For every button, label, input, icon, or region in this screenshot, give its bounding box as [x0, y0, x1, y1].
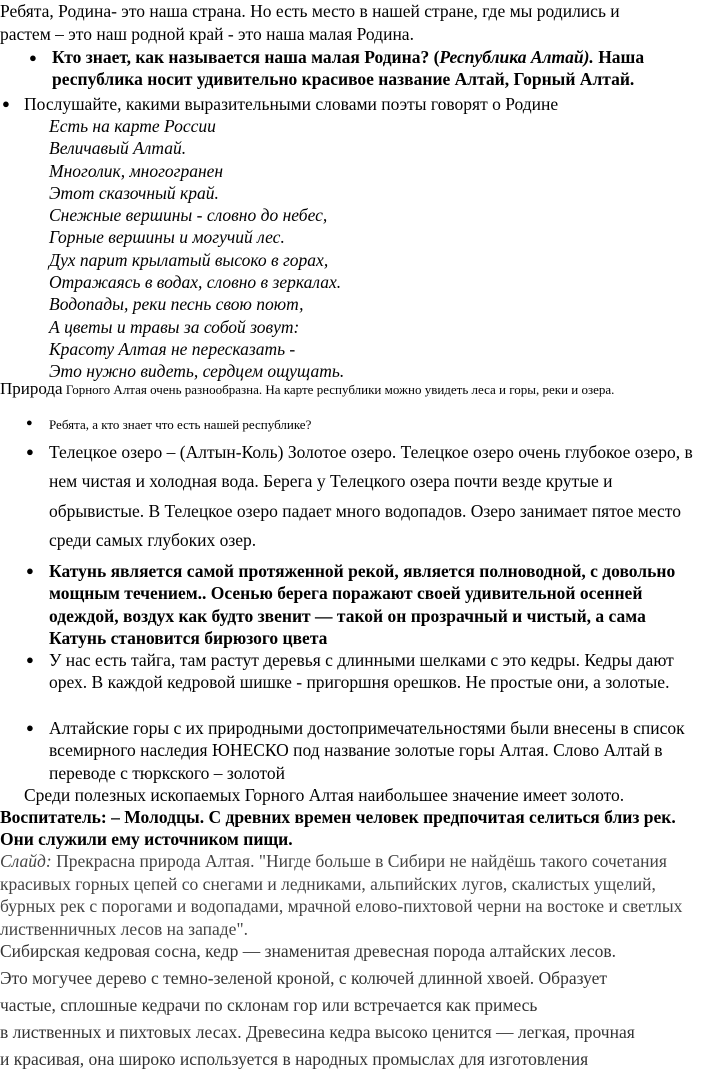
slide-label: Слайд: [0, 851, 52, 871]
poem-line: Многолик, многогранен [49, 160, 224, 181]
question-small: Ребята, а кто знает что есть нашей республике? [49, 417, 312, 432]
teletskoe-paragraph: Телецкое озеро – (Алтын-Коль) Золотое озеро. Телецкое озеро очень глубокое озеро, в нем чистая и холодная вода. Берега у Телецкого озера почти везде крутые и обрывистые. В Телецкое озеро падает много водопадов. Озеро занимает пятое место среди самых глубоких озер. [49, 442, 693, 550]
poem-line: Есть на карте России [49, 116, 216, 136]
poem-line: Горные вершины и могучий лес. [49, 227, 285, 248]
bullet-dot-icon: ● [26, 444, 34, 459]
poem-line: Величавый Алтай. [49, 138, 187, 159]
poem-line: Снежные вершины - словно до небес, [49, 205, 328, 226]
nature-word: Природа [0, 379, 63, 398]
bullet-dot-icon: ● [2, 96, 10, 111]
teacher-label: Воспитатель: [0, 807, 107, 827]
gory-paragraph: Алтайские горы с их природными достопримечательностями были внесены в список всемирного наследия ЮНЕСКО под название золотые горы Алтая. Слово Алтай в переводе с тюркского – золотой [49, 718, 685, 783]
poem-line: Это нужно видеть, сердцем ощущать. [49, 361, 345, 382]
poem-line: Этот сказочный край. [49, 182, 219, 203]
katun-paragraph: Катунь является самой протяженной рекой, является полноводной, с довольно мощным течением.. Осенью берега поражают своей удивительной осенней одеждой, воздух как будто звенит — такой он прозрачный и чистый, а сама Катунь становится бирюзого цвета [49, 561, 676, 648]
poem-line: А цветы и травы за собой зовут: [49, 316, 300, 337]
kedr-line: Это могучее дерево с темно-зеленой кроной, с колючей длинной хвоей. Образует [0, 968, 608, 988]
teacher-text: – Молодцы. С древних времен человек предпочитая селиться близ рек. Они служили ему источником пищи. [0, 807, 676, 850]
bullet-dot-icon: ● [29, 50, 37, 65]
intro-line-2: растем – это наш родной край - это наша малая Родина. [0, 24, 414, 44]
bullet-dot-icon: ● [26, 563, 34, 578]
kedr-line: Сибирская кедровая сосна, кедр — знаменитая древесная порода алтайских лесов. [0, 941, 617, 961]
kedr-line: частые, сплошные кедрачи по склонам гор или встречается как примесь [0, 995, 538, 1015]
kedr-line: в лиственных и пихтовых лесах. Древесина кедра высоко ценится — легкая, прочная [0, 1022, 635, 1042]
taiga-paragraph: У нас есть тайга, там растут деревья с длинными шелками с это кедры. Кедры дают орех. В каждой кедровой шишке - пригоршня орешков. Не простые они, а золотые. [49, 650, 674, 693]
poem-line: Отражаясь в водах, словно в зеркалах. [49, 272, 342, 293]
slide-paragraph [0, 850, 702, 940]
bullet-dot-icon: ● [26, 417, 33, 429]
kedr-paragraph [0, 938, 702, 1073]
rest-text: Наша республика носит удивительно красивое название Алтай, Горный Алтай. [52, 47, 645, 89]
gold-paragraph: Среди полезных ископаемых Горного Алтая наибольшее значение имеет золото. [24, 785, 625, 805]
bullet-poets-text: Послушайте, какими выразительными словами поэты говорят о Родине [24, 94, 559, 114]
answer-text: Республика Алтай). [439, 47, 594, 67]
bullet-malaya-rodina [52, 46, 700, 90]
slide-text: Прекрасна природа Алтая. "Нигде больше в Сибири не найдёшь такого сочетания красивых горных цепей со снегами и ледниками, альпийских лугов, скалистых ущелий, бурных рек с порогами и водопадами, мрачной елово-пихтовой черни на востоке и светлых лиственничных лесов на западе". [0, 851, 683, 939]
poem-line: Красоту Алтая не пересказать - [49, 338, 296, 359]
nature-text: Горного Алтая очень разнообразна. На карте республики можно увидеть леса и горы, реки и озера. [62, 382, 615, 397]
bullet-dot-icon: ● [26, 652, 34, 667]
poem-line: Дух парит крылатый высоко в горах, [49, 249, 329, 270]
poem-line: Водопады, реки песнь свою поют, [49, 294, 304, 315]
kedr-line: и красивая, она широко используется в народных промыслах для изготовления [0, 1049, 589, 1069]
intro-line-1: Ребята, Родина- это наша страна. Но есть место в нашей стране, где мы родились и [0, 1, 620, 21]
bullet-dot-icon: ● [26, 720, 34, 735]
intro-paragraph [0, 0, 700, 46]
nature-paragraph [0, 380, 702, 399]
teacher-paragraph [0, 806, 702, 851]
poem-block [49, 115, 649, 383]
question-text: Кто знает, как называется наша малая Родина? ( [52, 47, 440, 67]
